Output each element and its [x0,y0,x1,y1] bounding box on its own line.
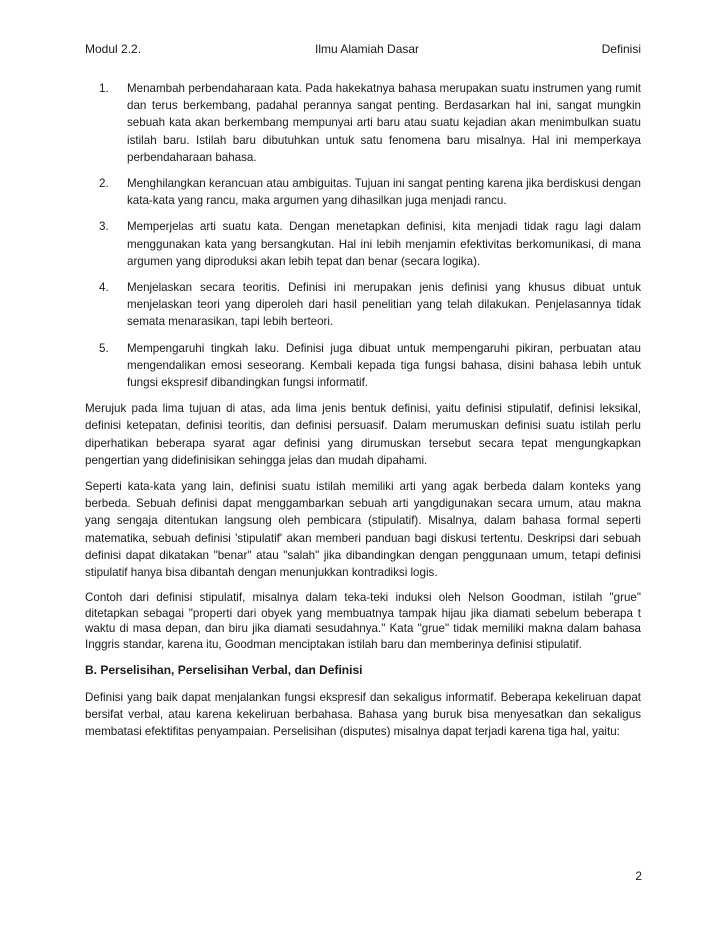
paragraph-context-meaning: Seperti kata-kata yang lain, definisi suatu istilah memiliki arti yang agak berbeda dalam konteks yang berbeda. Sebuah definisi dapat menggambarkan sebuah arti yangdigunakan secara umum, atau makna yang sengaja ditentukan langsung oleh pembicara (stipulatif). Misalnya, dalam bahasa formal seperti matematika, sebuah definisi 'stipulatif' akan memberi panduan bagi diskusi tertentu. Deskripsi dari sebuah definisi dapat dikatakan "benar" atau "salah" jika dibandingkan dengan penggunaan umum, tetapi definisi stipulatif hanya bisa dibantah dengan menunjukkan kontradiksi logis. [85,480,641,580]
header-module: Modul 2.2. [85,42,142,56]
paragraph-grue-example: Contoh dari definisi stipulatif, misalnya dalam teka-teki induksi oleh Nelson Goodman, istilah "grue" ditetapkan sebagai "properti dari obyek yang membuatnya tampak hijau jika diamati sebelum beberapa t waktu di masa depan, dan biru jika diamati sesudahnya." Kata "grue" tidak memiliki makna dalam bahasa Inggris standar, karena itu, Goodman menciptakan istilah baru dan memberinya definisi stipulatif. [85,591,641,651]
list-item-text: Menambah perbendaharaan kata. Pada hakekatnya bahasa merupakan suatu instrumen yang rumit dan terus berkembang, padahal perannya sangat penting. Berdasarkan hal ini, sangat mungkin sebuah kata akan berkembang mempunyai arti baru atau suatu kejadian akan menimbulkan suatu istilah baru. Istilah baru dibutuhkan untuk satu fenomena baru misalnya. Hal ini memperkaya perbendaharaan bahasa. [127,82,641,164]
page-header [85,40,641,58]
list-item [99,218,641,270]
list-item-number: 5. [99,341,109,355]
header-course-title: Ilmu Alamiah Dasar [315,42,420,56]
list-item [99,340,641,392]
paragraph-definition-types: Merujuk pada lima tujuan di atas, ada lima jenis bentuk definisi, yaitu definisi stipulatif, definisi leksikal, definisi ketepatan, definisi teoritis, dan definisi persuasif. Dalam merumuskan definisi suatu istilah perlu diperhatikan beberapa syarat agar definisi yang dirumuskan tersebut secara tepat mengungkapkan pengertian yang didefinisikan sehingga jelas dan mudah dipahami. [85,402,641,467]
list-item-number: 3. [99,220,109,234]
section-heading: B. Perselisihan, Perselisihan Verbal, dan Definisi [85,662,363,677]
list-item [99,80,641,166]
paragraph-disputes: Definisi yang baik dapat menjalankan fungsi ekspresif dan sekaligus informatif. Beberapa kekeliruan dapat bersifat verbal, atau karena kekeliruan berbahasa. Bahasa yang buruk bisa menyesatkan dan sekaligus membatasi efektifitas penyampaian. Perselisihan (disputes) misalnya dapat terjadi karena tiga hal, yaitu: [85,690,641,739]
list-item-number: 2. [99,177,109,191]
page-content [85,80,641,750]
list-item [99,175,641,209]
list-item-number: 1. [99,82,109,95]
list-item [99,279,641,331]
page-number: 2 [635,869,642,883]
list-item-text: Menjelaskan secara teoritis. Definisi ini merupakan jenis definisi yang khusus dibuat untuk menjelaskan teori yang diperoleh dari hasil penelitian yang telah dilakukan. Penjelasannya tidak semata menarasikan, tapi lebih berteori. [127,281,641,329]
definition-goals-list [85,80,641,391]
list-item-text: Memperjelas arti suatu kata. Dengan menetapkan definisi, kita menjadi tidak ragu lagi dalam menggunakan kata yang bersangkutan. Hal ini lebih menjamin efektivitas berkomunikasi, di mana argumen yang diproduksi akan lebih tepat dan benar (secara logika). [127,220,641,268]
header-chapter: Definisi [601,42,641,56]
list-item-number: 4. [99,281,109,295]
list-item-text: Menghilangkan kerancuan atau ambiguitas. Tujuan ini sangat penting karena jika berdiskusi dengan kata-kata yang rancu, maka argumen yang dihasilkan juga menjadi rancu. [127,177,641,208]
list-item-text: Mempengaruhi tingkah laku. Definisi juga dibuat untuk mempengaruhi pikiran, perbuatan atau mengendalikan emosi seseorang. Kembali kepada tiga fungsi bahasa, disini bahasa lebih untuk fungsi ekspresif dibandingkan fungsi informatif. [127,341,641,390]
